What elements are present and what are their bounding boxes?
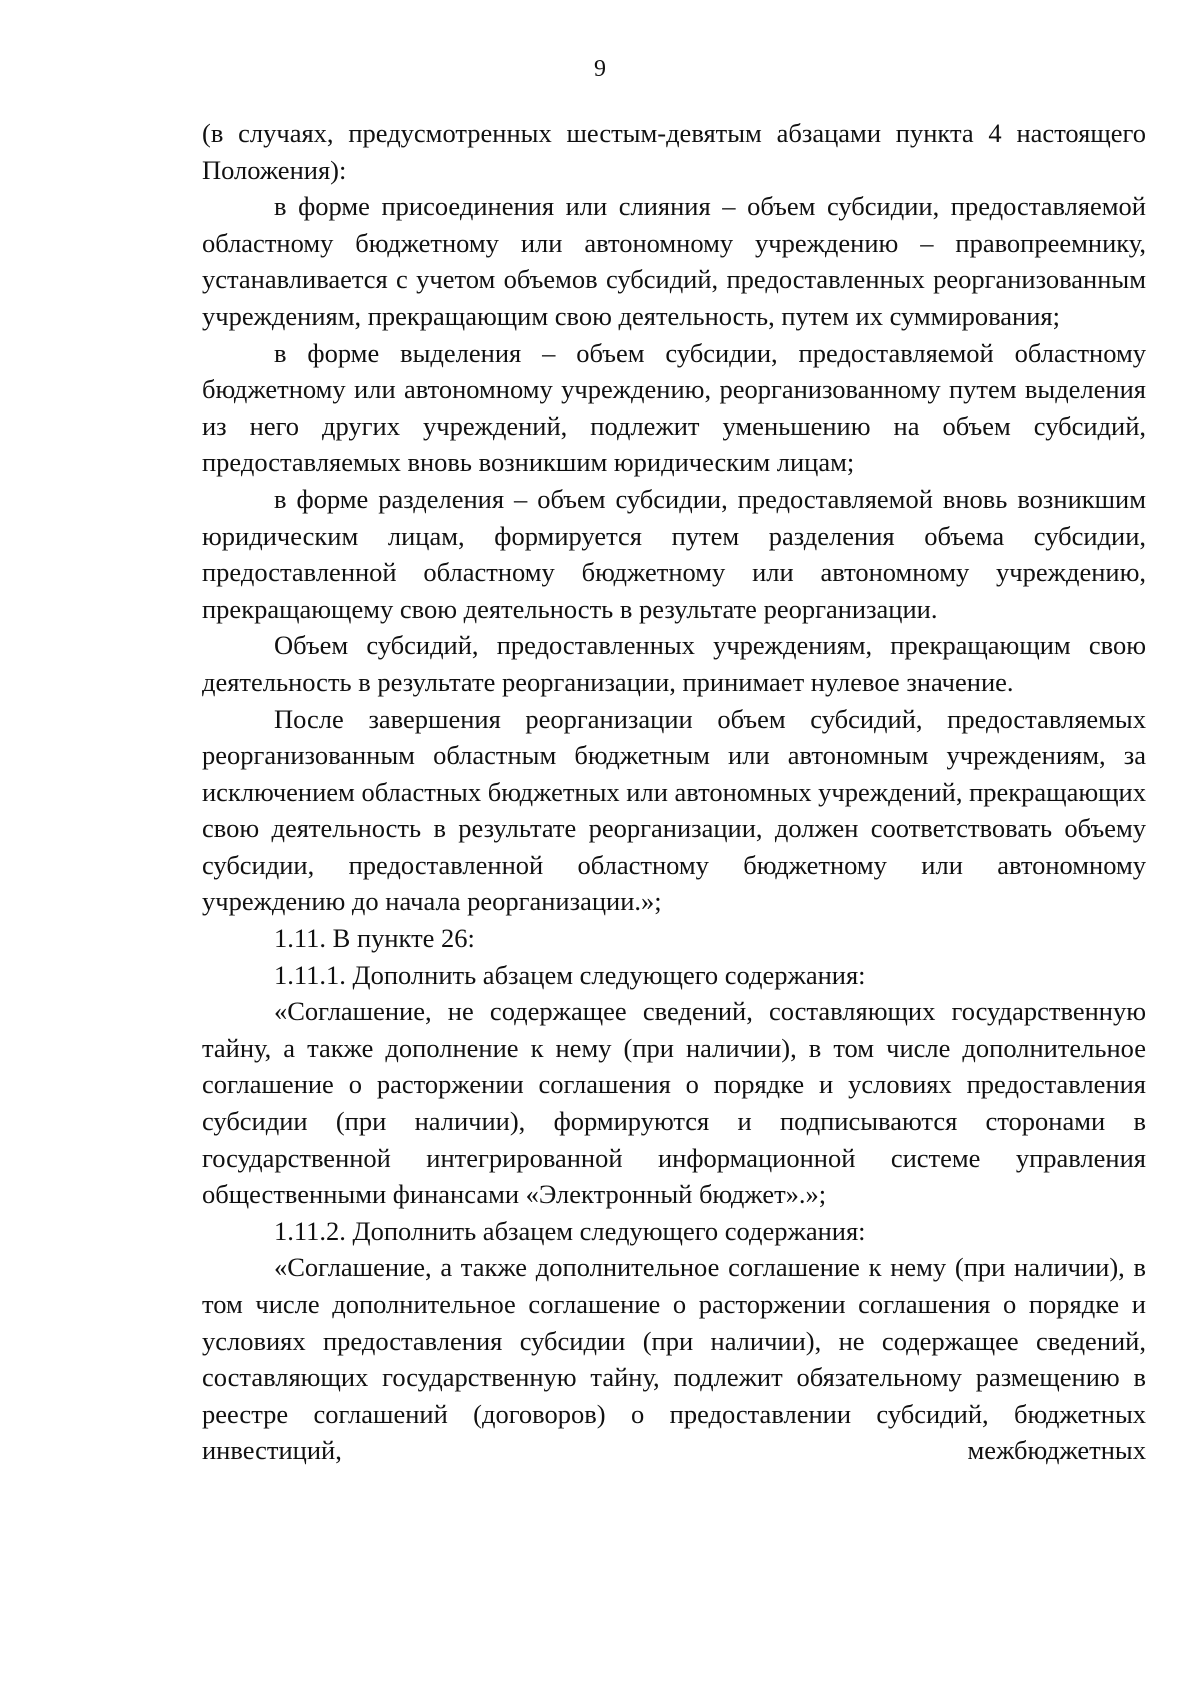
subsection-heading: 1.11.2. Дополнить абзацем следующего содержания: bbox=[274, 1215, 866, 1246]
quoted-paragraph: «Соглашение, а также дополнительное соглашение к нему (при наличии), в том числе дополнительное соглашение о расторжении соглашения о порядке и условиях предоставления субсидии (при наличии), не содержащее сведений, составляющих государственную тайну, подлежит обязательному размещению в реестре соглашений (договоров) о предоставлении субсидий, бюджетных инвестиций, межбюджетных bbox=[202, 1252, 1146, 1466]
paragraph: в форме присоединения или слияния – объем субсидии, предоставляемой областному бюджетному или автономному учреждению – правопреемнику, устанавливается с учетом объемов субсидий, предоставленных реорганизованным учреждениям, прекращающим свою деятельность, путем их суммирования; bbox=[202, 191, 1146, 331]
paragraph: (в случаях, предусмотренных шестым-девятым абзацами пункта 4 настоящего Положения): bbox=[202, 118, 1146, 185]
document-body bbox=[202, 115, 1146, 1469]
subsection-heading: 1.11.1. Дополнить абзацем следующего содержания: bbox=[274, 959, 866, 990]
paragraph: в форме выделения – объем субсидии, предоставляемой областному бюджетному или автономному учреждению, реорганизованному путем выделения из него других учреждений, подлежит уменьшению на объем субсидий, предоставляемых вновь возникшим юридическим лицам; bbox=[202, 337, 1146, 478]
section-heading: 1.11. В пункте 26: bbox=[274, 923, 475, 954]
paragraph: Объем субсидий, предоставленных учреждениям, прекращающим свою деятельность в результате реорганизации, принимает нулевое значение. bbox=[202, 630, 1146, 697]
paragraph: в форме разделения – объем субсидии, предоставляемой вновь возникшим юридическим лицам, формируется путем разделения объема субсидии, предоставленной областному бюджетному или автономному учреждению, прекращающему свою деятельность в результате реорганизации. bbox=[202, 483, 1146, 624]
paragraph: После завершения реорганизации объем субсидий, предоставляемых реорганизованным областным бюджетным или автономным учреждениям, за исключением областных бюджетных или автономных учреждений, прекращающих свою деятельность в результате реорганизации, должен соответствовать объему субсидии, предоставленной областному бюджетному или автономному учреждению до начала реорганизации.»; bbox=[202, 703, 1146, 917]
page-number: 9 bbox=[594, 56, 606, 82]
quoted-paragraph: «Соглашение, не содержащее сведений, составляющих государственную тайну, а также дополнение к нему (при наличии), в том числе дополнительное соглашение о расторжении соглашения о порядке и условиях предоставления субсидии (при наличии), формируются и подписываются сторонами в государственной интегрированной информационной системе управления общественными финансами «Электронный бюджет».»; bbox=[202, 996, 1146, 1210]
